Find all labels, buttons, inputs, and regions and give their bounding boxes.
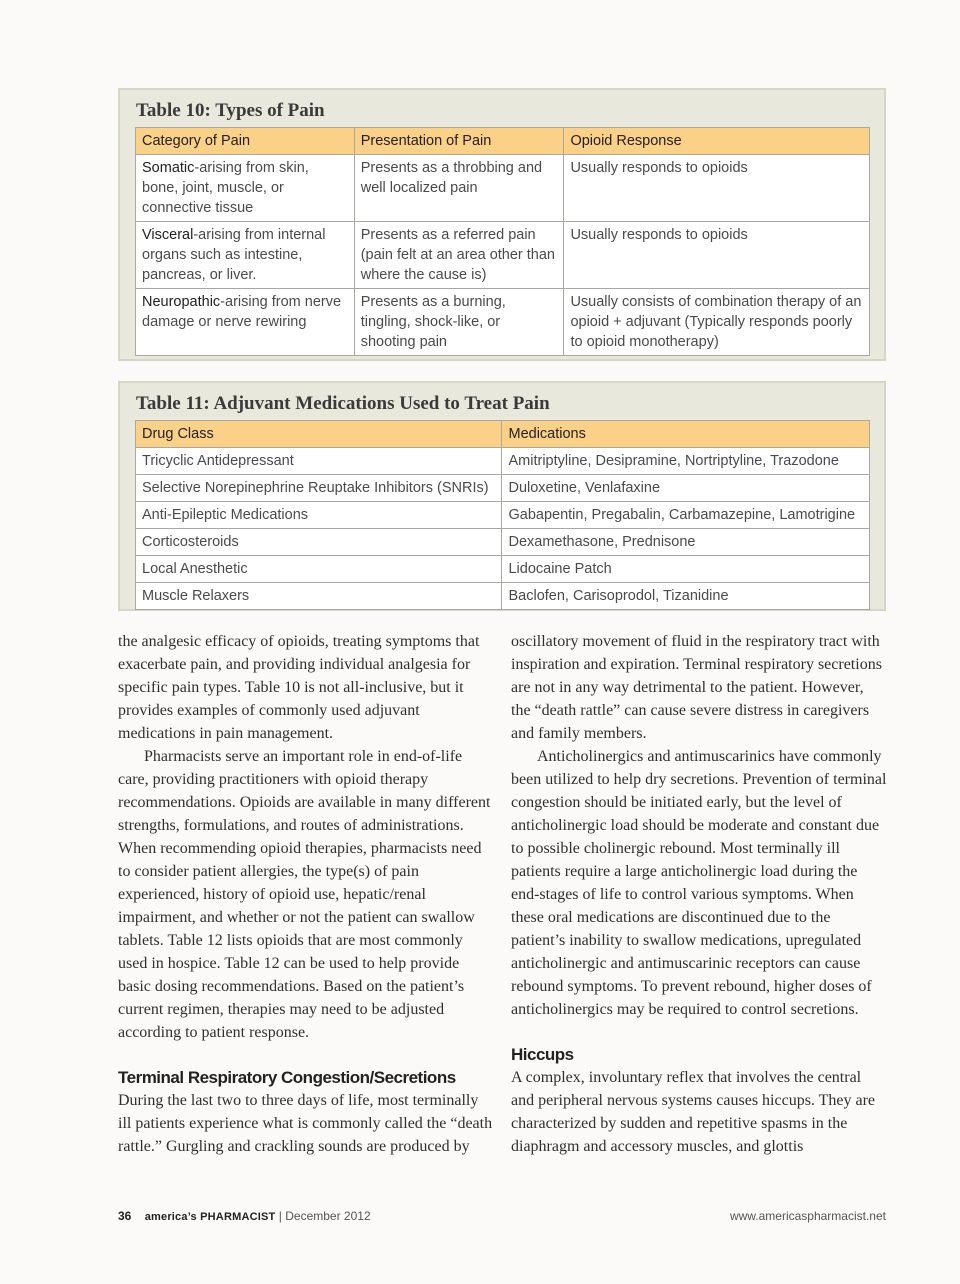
issue-date: | December 2012 [278, 1209, 371, 1223]
pain-category-key: Neuropathic [142, 294, 221, 310]
table-10-header: Opioid Response [564, 128, 870, 155]
section-heading: Terminal Respiratory Congestion/Secretions [118, 1068, 456, 1087]
drug-class-cell: Muscle Relaxers [136, 583, 502, 610]
website-url: www.americaspharmacist.net [729, 1209, 886, 1223]
table-11-header-row [136, 421, 870, 448]
drug-class-cell: Anti-Epileptic Medications [136, 502, 502, 529]
opioid-response-cell: Usually consists of combination therapy of an opioid + adjuvant (Typically responds poorly to opioid monotherapy) [564, 289, 870, 356]
pain-presentation-cell: Presents as a burning, tingling, shock-like, or shooting pain [354, 289, 564, 356]
table-row [136, 502, 870, 529]
drug-class-cell: Corticosteroids [136, 529, 502, 556]
right-column [511, 630, 887, 1158]
table-11-box [118, 381, 886, 611]
table-10-header: Presentation of Pain [354, 128, 564, 155]
pain-category-desc: -arising from skin, bone, joint, muscle, or connective tissue [142, 160, 309, 216]
magazine-brand: america’s PHARMACIST [144, 1211, 276, 1223]
table-10-header-row [136, 128, 870, 155]
body-paragraph: oscillatory movement of fluid in the respiratory tract with inspiration and expiration. Terminal respiratory secretions are not in any way detrimental to the patient. However, the “death rattle” can cause severe distress in caregivers and family members. [511, 633, 882, 742]
pain-category-cell [136, 289, 355, 356]
table-10-box [118, 88, 886, 361]
table-row [136, 448, 870, 475]
table-10-header: Category of Pain [136, 128, 355, 155]
table-11-header: Medications [502, 421, 870, 448]
page-footer [118, 1209, 886, 1229]
table-row [136, 583, 870, 610]
opioid-response-cell: Usually responds to opioids [564, 222, 870, 289]
table-11-header: Drug Class [136, 421, 502, 448]
drug-class-cell: Selective Norepinephrine Reuptake Inhibitors (SNRIs) [136, 475, 502, 502]
pain-category-cell [136, 155, 355, 222]
pain-category-key: Visceral [142, 227, 194, 243]
medications-cell: Duloxetine, Venlafaxine [502, 475, 870, 502]
medications-cell: Baclofen, Carisoprodol, Tizanidine [502, 583, 870, 610]
table-row [136, 556, 870, 583]
table-row [136, 289, 870, 356]
medications-cell: Lidocaine Patch [502, 556, 870, 583]
drug-class-cell: Local Anesthetic [136, 556, 502, 583]
table-10 [135, 127, 870, 356]
medications-cell: Dexamethasone, Prednisone [502, 529, 870, 556]
table-row [136, 529, 870, 556]
pain-category-desc: -arising from internal organs such as intestine, pancreas, or liver. [142, 227, 326, 283]
pain-presentation-cell: Presents as a referred pain (pain felt at an area other than where the cause is) [354, 222, 564, 289]
pain-category-key: Somatic [142, 160, 195, 176]
pain-category-desc: -arising from nerve damage or nerve rewiring [142, 294, 342, 330]
table-10-title: Table 10: Types of Pain [136, 100, 325, 121]
drug-class-cell: Tricyclic Antidepressant [136, 448, 502, 475]
pain-presentation-cell: Presents as a throbbing and well localized pain [354, 155, 564, 222]
body-paragraph: During the last two to three days of life, most terminally ill patients experience what is commonly called the “death rattle.” Gurgling and crackling sounds are produced by [118, 1092, 493, 1155]
opioid-response-cell: Usually responds to opioids [564, 155, 870, 222]
table-row [136, 222, 870, 289]
body-paragraph: A complex, involuntary reflex that involves the central and peripheral nervous systems causes hiccups. They are characterized by sudden and repetitive spasms in the diaphragm and accessory muscles, and glottis [511, 1069, 876, 1155]
page-number: 36 [118, 1209, 132, 1223]
body-paragraph: Anticholinergics and antimuscarinics have commonly been utilized to help dry secretions. Prevention of terminal congestion should be initiated early, but the level of anticholinergic load should be moderate and constant due to possible cholinergic rebound. Most terminally ill patients require a large anticholinergic load during the end-stages of life to control various symptoms. When these oral medications are discontinued due to the patient’s inability to swallow medications, upregulated anticholinergic and antimuscarinic receptors can cause rebound symptoms. To prevent rebound, higher doses of anticholinergics may be required to control secretions. [511, 748, 887, 1018]
body-paragraph: Pharmacists serve an important role in end-of-life care, providing practitioners with opioid therapy recommendations. Opioids are available in many different strengths, formulations, and routes of administrations. When recommending opioid therapies, pharmacists need to consider patient allergies, the type(s) of pain experienced, history of opioid use, hepatic/renal impairment, and whether or not the patient can swallow tablets. Table 12 lists opioids that are most commonly used in hospice. Table 12 can be used to help provide basic dosing recommendations. Based on the patient’s current regimen, therapies may need to be adjusted according to patient response. [118, 748, 491, 1041]
table-row [136, 155, 870, 222]
table-11-title: Table 11: Adjuvant Medications Used to Treat Pain [136, 393, 550, 414]
medications-cell: Gabapentin, Pregabalin, Carbamazepine, Lamotrigine [502, 502, 870, 529]
medications-cell: Amitriptyline, Desipramine, Nortriptyline, Trazodone [502, 448, 870, 475]
body-paragraph: the analgesic efficacy of opioids, treating symptoms that exacerbate pain, and providing individual analgesia for specific pain types. Table 10 is not all-inclusive, but it provides examples of commonly used adjuvant medications in pain management. [118, 633, 480, 742]
table-11 [135, 420, 870, 610]
table-row [136, 475, 870, 502]
pain-category-cell [136, 222, 355, 289]
section-heading: Hiccups [511, 1045, 574, 1064]
left-column [118, 630, 494, 1158]
